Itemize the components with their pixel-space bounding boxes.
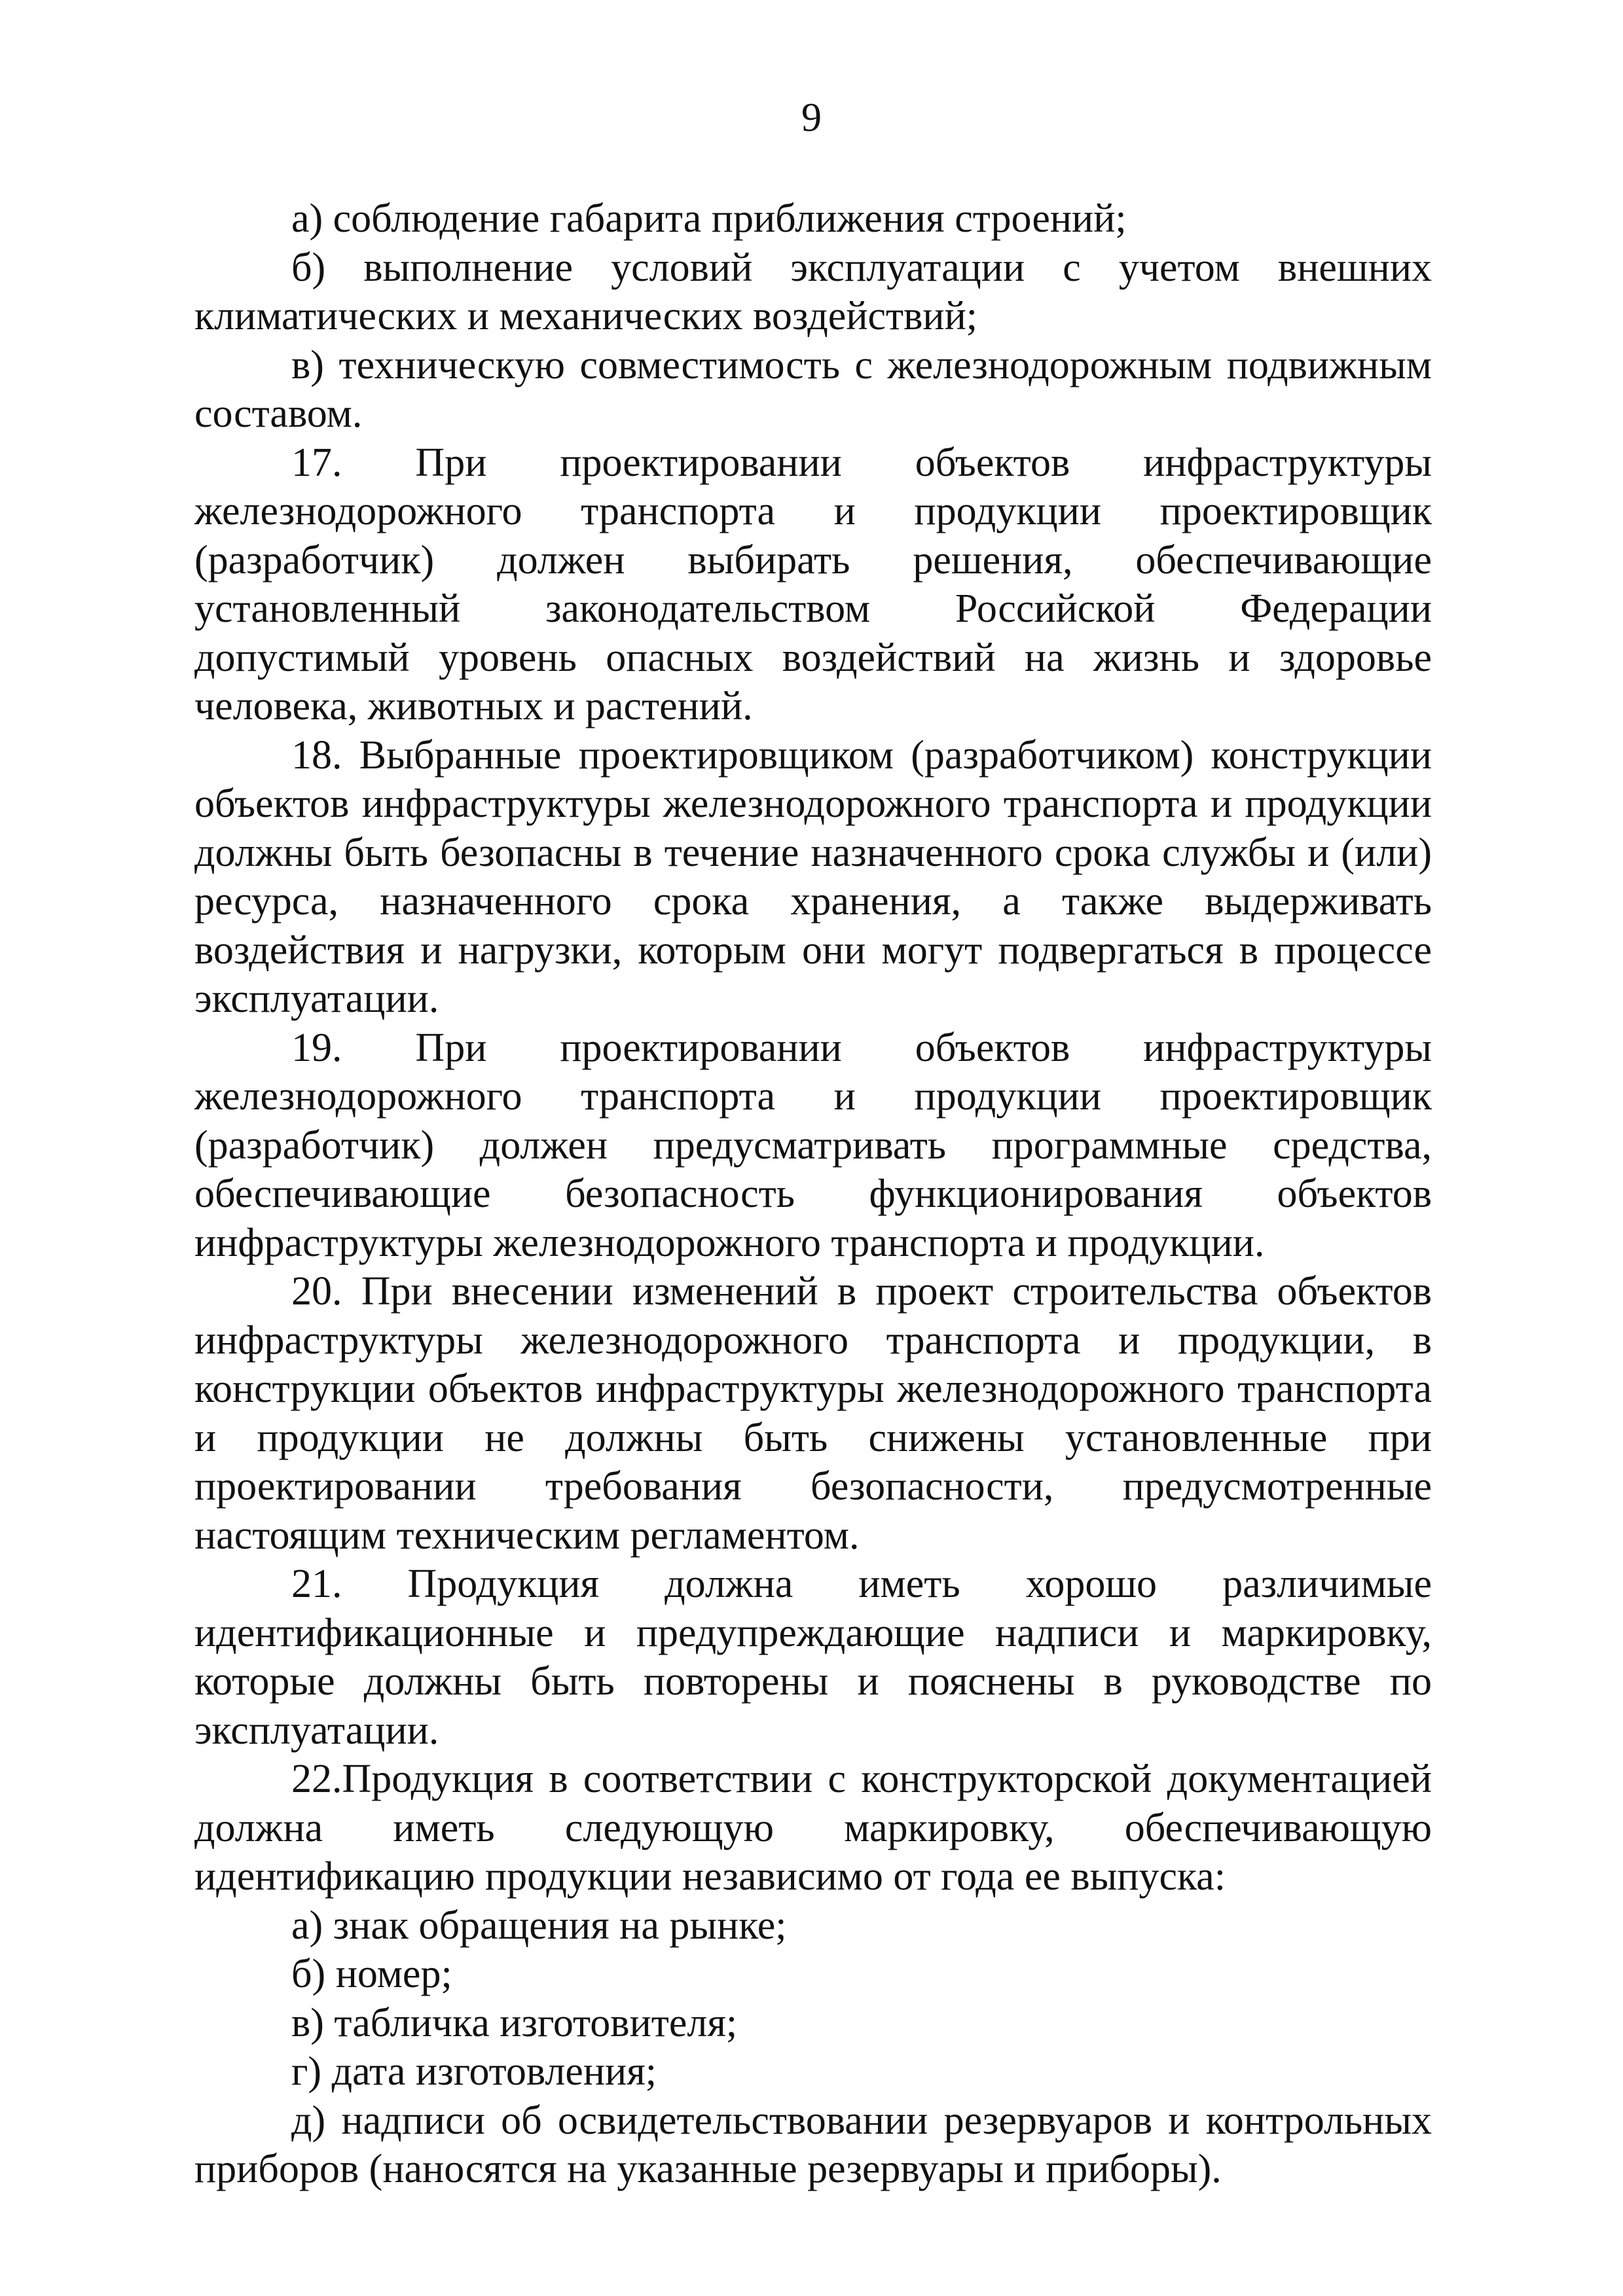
paragraph-22-item-d: д) надписи об освидетельствовании резервуаров и контрольных приборов (наносятся на указанные резервуары и приборы). bbox=[194, 2098, 1432, 2191]
paragraph-17: 17. При проектировании объектов инфраструктуры железнодорожного транспорта и продукции проектировщик (разработчик) должен выбирать решения, обеспечивающие установленный законодательством Российской Федерации допустимый уровень опасных воздействий на жизнь и здоровье человека, животных и растений. bbox=[194, 440, 1432, 728]
paragraph-item-b: б) выполнение условий эксплуатации с учетом внешних климатических и механических воздействий; bbox=[194, 245, 1432, 338]
paragraph-22-item-g: г) дата изготовления; bbox=[291, 2049, 657, 2094]
body-text bbox=[194, 194, 1432, 2194]
paragraph-item-v: в) техническую совместимость с железнодорожным подвижным составом. bbox=[194, 342, 1432, 436]
paragraph-21: 21. Продукция должна иметь хорошо различимые идентификационные и предупреждающие надписи и маркировку, которые должны быть повторены и пояснены в руководстве по эксплуатации. bbox=[194, 1562, 1432, 1753]
paragraph-22-item-b: б) номер; bbox=[291, 1952, 452, 1996]
paragraph-22: 22.Продукция в соответствии с конструкторской документацией должна иметь следующую маркировку, обеспечивающую идентификацию продукции независимо от года ее выпуска: bbox=[194, 1757, 1432, 1899]
paragraph-19: 19. При проектировании объектов инфраструктуры железнодорожного транспорта и продукции проектировщик (разработчик) должен предусматривать программные средства, обеспечивающие безопасность функционирования объектов инфраструктуры железнодорожного транспорта и продукции. bbox=[194, 1025, 1432, 1265]
paragraph-20: 20. При внесении изменений в проект строительства объектов инфраструктуры железнодорожного транспорта и продукции, в конструкции объектов инфраструктуры железнодорожного транспорта и продукции не должны быть снижены установленные при проектировании требования безопасности, предусмотренные настоящим техническим регламентом. bbox=[194, 1269, 1432, 1558]
paragraph-22-item-v: в) табличка изготовителя; bbox=[291, 2000, 738, 2045]
paragraph-22-item-a: а) знак обращения на рынке; bbox=[291, 1903, 787, 1948]
page-number: 9 bbox=[801, 96, 822, 140]
paragraph-item-a: а) соблюдение габарита приближения строений; bbox=[291, 196, 1127, 241]
paragraph-18: 18. Выбранные проектировщиком (разработчиком) конструкции объектов инфраструктуры железнодорожного транспорта и продукции должны быть безопасны в течение назначенного срока службы и (или) ресурса, назначенного срока хранения, а также выдерживать воздействия и нагрузки, которым они могут подвергаться в процессе эксплуатации. bbox=[194, 732, 1432, 1021]
